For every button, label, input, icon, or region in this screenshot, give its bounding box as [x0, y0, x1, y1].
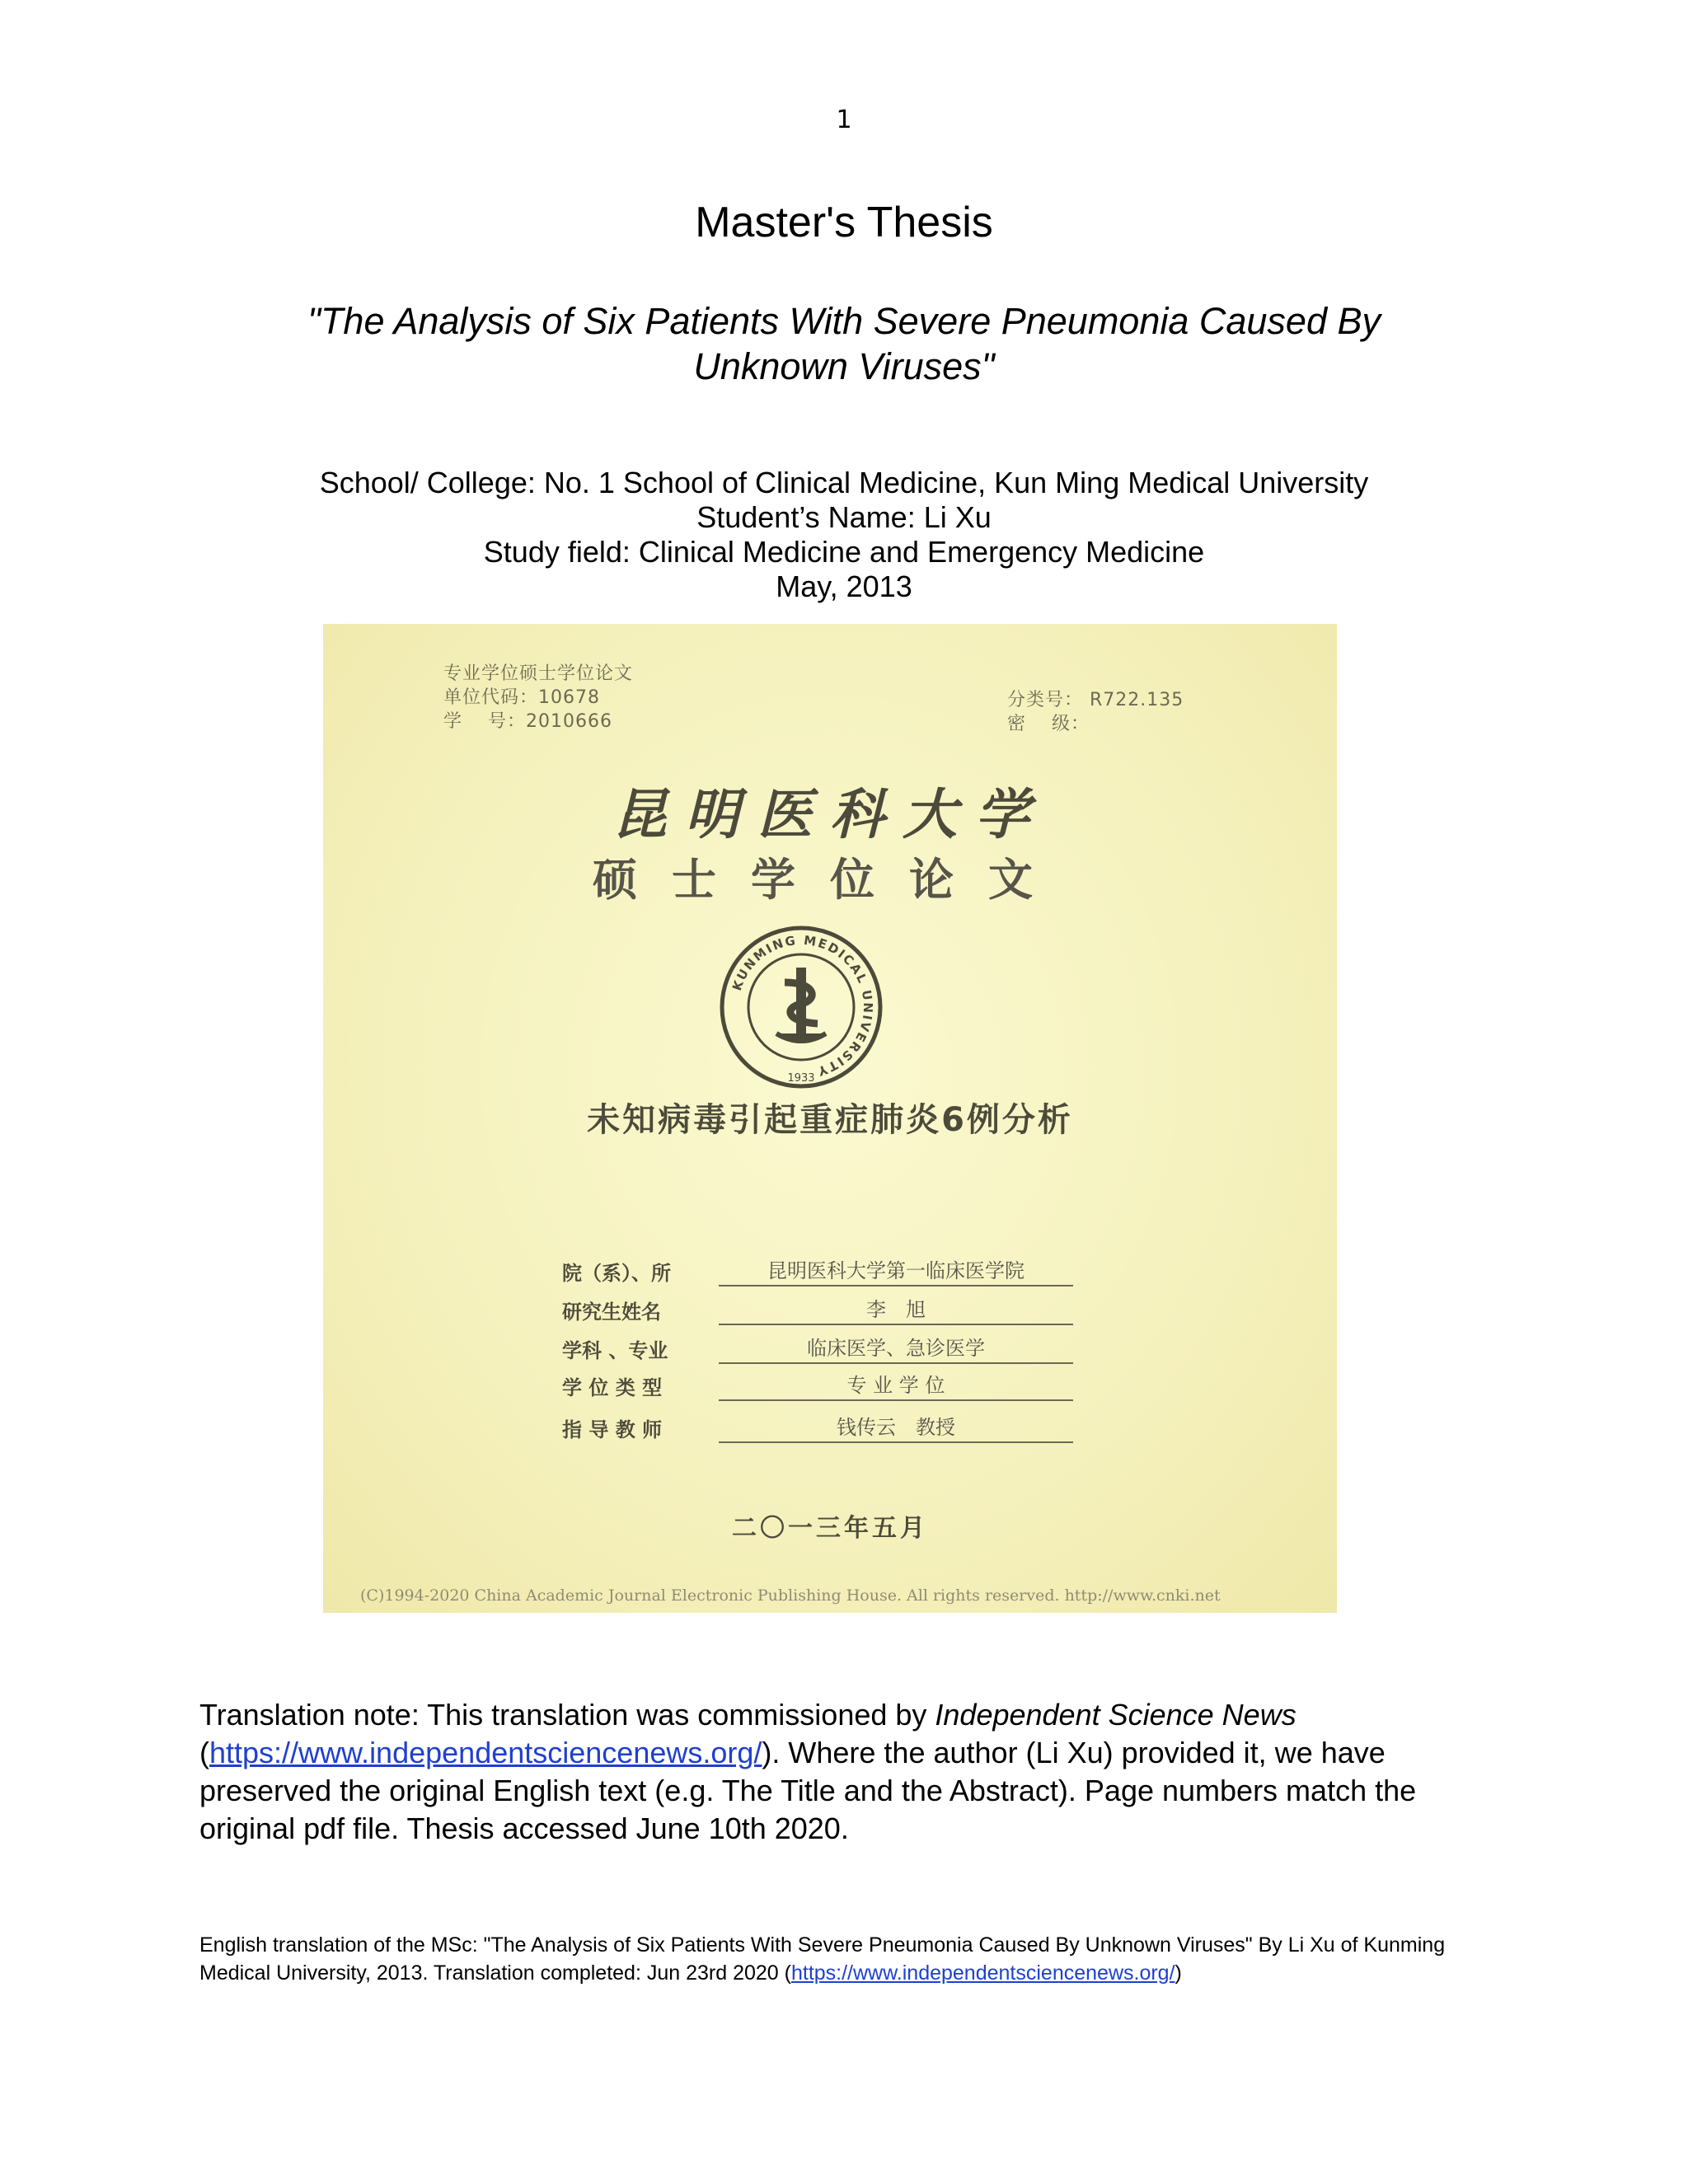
- cover-unit-code: 单位代码：10678: [443, 687, 600, 708]
- cover-thesis-label: 硕士学位论文: [593, 853, 1067, 906]
- translation-note-suffix: ). Where the author (Li Xu) provided it, we have preserved the original English text (e.g. The Title and the Abstract). Page numbers match the original pdf file. Thesis accessed June 10th 2020.: [199, 1736, 1417, 1845]
- school-line: School/ College: No. 1 School of Clinical Medicine, Kun Ming Medical University: [319, 466, 1369, 499]
- footer-link[interactable]: https://www.independentsciencenews.org/: [790, 1961, 1175, 1985]
- student-name-line: Student’s Name: Li Xu: [696, 500, 992, 534]
- seal-ring-text: KUNMING MEDICAL UNIVERSITY: [729, 932, 876, 1080]
- cover-copyright: (C)1994-2020 China Academic Journal Electronic Publishing House. All rights reserved. http://www.cnki.net: [360, 1586, 1221, 1605]
- cover-field-value-supervisor: 钱传云 教授: [719, 1411, 1073, 1443]
- translation-note: [199, 1696, 1493, 1848]
- date-line: May, 2013: [776, 569, 912, 603]
- university-seal-icon: [719, 925, 884, 1090]
- cover-field-label-supervisor: 指 导 教 师: [562, 1418, 663, 1441]
- cover-university-name: 昆明医科大学: [612, 782, 1048, 846]
- cover-degree-type: 专业学位硕士学位论文: [443, 663, 634, 684]
- seal-year: 1933: [787, 1072, 815, 1085]
- footer-note: [199, 1931, 1493, 1987]
- cover-date: 二〇一三年五月: [732, 1514, 928, 1543]
- cover-field-label-student: 研究生姓名: [562, 1301, 661, 1324]
- study-field-line: Study field: Clinical Medicine and Emergency Medicine: [483, 535, 1205, 569]
- cover-student-number: 学 号：2010666: [443, 711, 612, 732]
- cover-field-value-major: 临床医学、急诊医学: [719, 1332, 1073, 1364]
- open-paren: (: [199, 1736, 209, 1769]
- cover-field-value-degree-type: 专 业 学 位: [719, 1369, 1073, 1401]
- cover-field-value-student: 李 旭: [719, 1293, 1073, 1325]
- cover-classification-number: 分类号： R722.135: [1007, 690, 1184, 710]
- publication-name: Independent Science News: [935, 1698, 1296, 1732]
- thesis-title-line-2: Unknown Viruses": [693, 345, 995, 387]
- cover-field-label-major: 学科 、专业: [562, 1339, 668, 1362]
- footer-text: English translation of the MSc: "The Analysis of Six Patients With Severe Pneumonia Caused By Unknown Viruses" By Li Xu of Kunming Medical University, 2013. Translation completed: Jun 23rd 2020 (: [199, 1933, 1446, 1985]
- translation-note-prefix: Translation note: This translation was commissioned by: [199, 1698, 935, 1732]
- translation-note-link[interactable]: https://www.independentsciencenews.org/: [209, 1736, 762, 1769]
- page-title: Master's Thesis: [695, 199, 993, 246]
- footer-close-paren: ): [1175, 1961, 1182, 1985]
- cover-field-label-school: 院（系）、所: [562, 1262, 671, 1285]
- cover-secrecy-level: 密 级：: [1007, 714, 1090, 734]
- cover-field-value-school: 昆明医科大学第一临床医学院: [719, 1254, 1073, 1286]
- thesis-title-line-1: "The Analysis of Six Patients With Severe Pneumonia Caused By: [307, 300, 1381, 342]
- cover-chinese-title: 未知病毒引起重症肺炎6例分析: [587, 1101, 1073, 1139]
- page-number: 1: [836, 105, 852, 134]
- cover-field-label-degree-type: 学 位 类 型: [562, 1376, 663, 1399]
- scanned-cover-page: [323, 624, 1337, 1613]
- thesis-title: [0, 298, 1688, 389]
